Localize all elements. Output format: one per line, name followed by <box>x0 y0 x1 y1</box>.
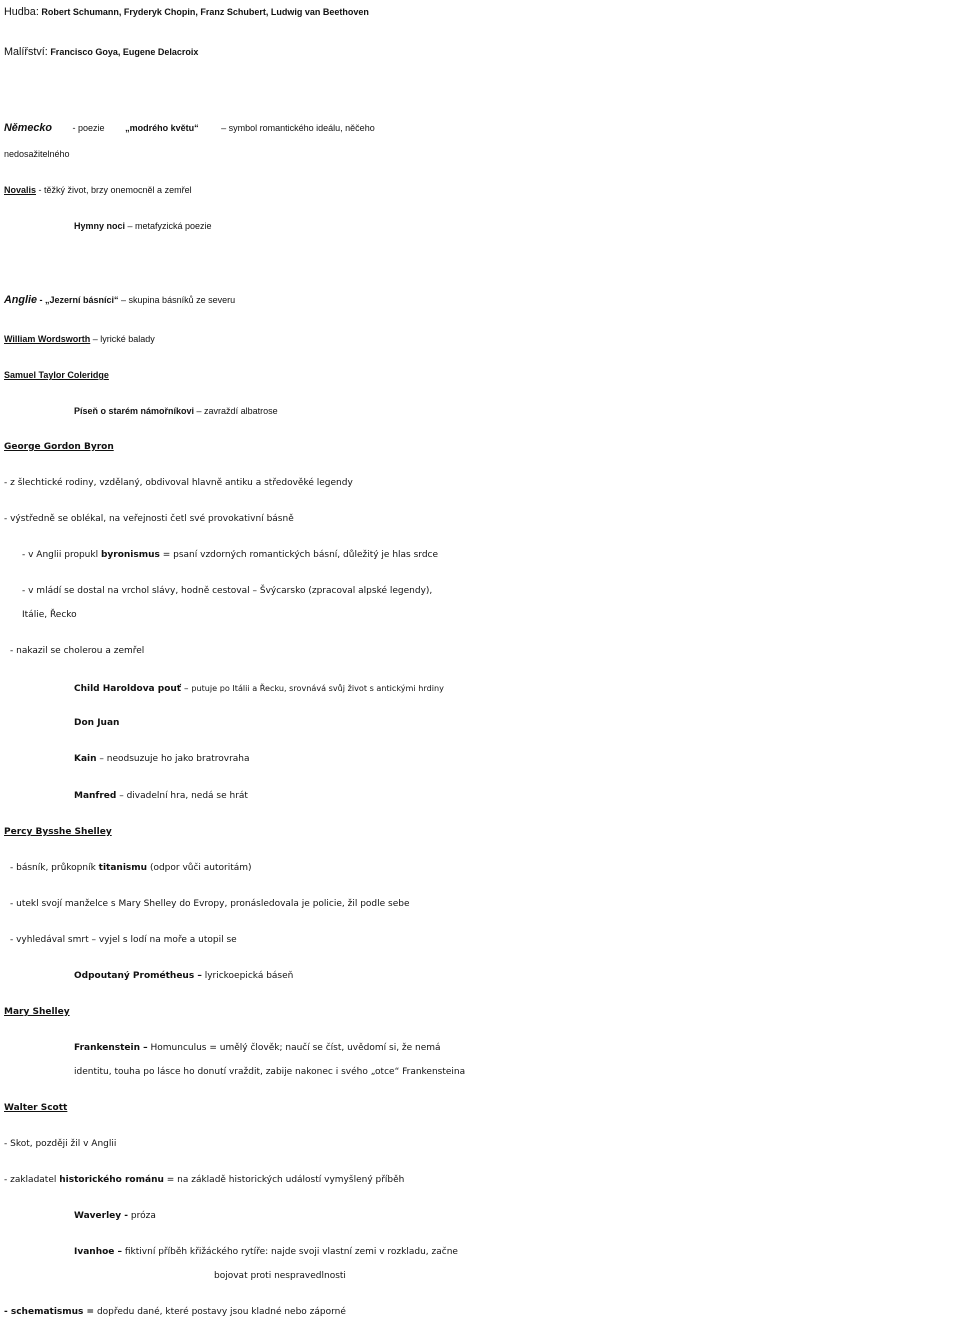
shelley-fact-2-text: - utekl svojí manželce s Mary Shelley do Evropy, pronásledovala je policie, žil podle sebe <box>10 899 410 909</box>
author-percy-shelley: Percy Bysshe Shelley <box>4 827 112 837</box>
work-mariner: Píseň o starém námořníkovi <box>74 406 195 416</box>
ivanhoe-desc-cont: bojovat proti nespravedlnosti <box>214 1271 346 1281</box>
scott-fact-1-text: - Skot, později žil v Anglii <box>4 1139 117 1149</box>
england-heading: Anglie <box>4 294 37 306</box>
waverley-line <box>74 1204 956 1228</box>
novalis-line <box>4 178 956 202</box>
don-juan-line <box>74 711 956 735</box>
music-line <box>4 0 956 24</box>
work-hymny-noci: Hymny noci <box>74 221 126 231</box>
byron-fact-1-text: - z šlechtické rodiny, vzdělaný, obdivoval hlavně antiku a středověké legendy <box>4 478 353 488</box>
england-line <box>4 288 956 312</box>
blue-flower-term: „modrého květu“ <box>125 123 199 133</box>
manfred-desc: – divadelní hra, nedá se hrát <box>116 791 248 801</box>
frankenstein-desc-cont: identitu, touha po lásce ho donutí vraždit, zabije nakonec i svého „otce“ Frankensteina <box>74 1067 466 1077</box>
germany-desc-cont: nedosažitelného <box>4 149 70 159</box>
byron-fact-2 <box>4 507 956 531</box>
coleridge-line <box>4 363 956 387</box>
term-byronismus: byronismus <box>100 550 160 560</box>
author-walter-scott: Walter Scott <box>4 1103 68 1113</box>
blue-flower-desc: – symbol romantického ideálu, něčeho <box>221 123 375 133</box>
shelley-fact-1 <box>10 856 956 880</box>
harold-dash: – <box>181 684 192 694</box>
work-don-juan: Don Juan <box>74 718 120 728</box>
byron-fact-3 <box>22 543 956 567</box>
shelley-line <box>4 820 956 844</box>
harold-desc: putuje po Itálii a Řecku, srovnává svůj život s antickými hrdiny <box>191 683 444 693</box>
mary-shelley-line <box>4 1000 956 1024</box>
waverley-desc: próza <box>128 1211 156 1221</box>
term-schematismus: - schematismus = <box>4 1307 95 1317</box>
work-manfred: Manfred <box>74 791 117 801</box>
byron-fact-4-cont-text: Itálie, Řecko <box>22 610 77 620</box>
historical-novel-desc: = na základě historických událostí vymyšlený příběh <box>163 1175 405 1185</box>
prometheus-desc: lyrickoepická báseň <box>201 971 294 981</box>
music-label: Hudba: <box>4 6 39 18</box>
byron-fact-4-cont <box>22 603 956 627</box>
work-waverley: Waverley - <box>74 1211 129 1221</box>
term-titanismus: titanismu <box>98 863 148 873</box>
work-prometheus: Odpoutaný Prométheus – <box>74 971 202 981</box>
shelley-fact-3 <box>10 928 956 952</box>
ivanhoe-line <box>74 1240 956 1264</box>
mariner-line <box>74 399 956 423</box>
scott-line <box>4 1096 956 1120</box>
germany-poetry: - poezie <box>72 123 105 133</box>
germany-line <box>4 116 956 140</box>
work-ivanhoe: Ivanhoe – <box>74 1247 123 1257</box>
lake-poets-term: - „Jezerní básníci“ <box>37 295 119 305</box>
byron-fact-3-text: - v Anglii propukl <box>22 550 101 560</box>
shelley-fact-1-text: - básník, průkopník <box>10 863 99 873</box>
frankenstein-line-cont <box>74 1060 956 1084</box>
work-harold: Child Haroldova pouť <box>74 684 182 694</box>
germany-line-cont <box>4 142 956 166</box>
hymny-desc: – metafyzická poezie <box>125 221 212 231</box>
frankenstein-line <box>74 1036 956 1060</box>
music-composers: Robert Schumann, Fryderyk Chopin, Franz Schubert, Ludwig van Beethoven <box>41 7 369 17</box>
author-novalis: Novalis <box>4 185 37 195</box>
painting-artists: Francisco Goya, Eugene Delacroix <box>50 47 199 57</box>
painting-label: Malířství: <box>4 46 48 58</box>
work-frankenstein: Frankenstein – <box>74 1043 148 1053</box>
byron-fact-4 <box>22 579 956 603</box>
term-historical-novel: historického románu <box>59 1175 164 1185</box>
byron-fact-5 <box>10 639 956 663</box>
lake-poets-desc: – skupina básníků ze severu <box>118 295 236 305</box>
scott-fact-2-text: - zakladatel <box>4 1175 60 1185</box>
author-mary-shelley: Mary Shelley <box>4 1007 70 1017</box>
byron-fact-4-text: - v mládí se dostal na vrchol slávy, hodně cestoval – Švýcarsko (zpracoval alpské legendy), <box>22 586 433 596</box>
byron-line <box>4 435 956 459</box>
schematismus-desc: dopředu dané, které postavy jsou kladné nebo záporné <box>94 1307 346 1317</box>
kain-desc: – neodsuzuje ho jako bratrovraha <box>96 754 250 764</box>
ivanhoe-line-cont <box>214 1264 956 1288</box>
germany-heading: Německo <box>4 122 53 134</box>
harold-line <box>74 676 956 701</box>
byron-fact-1 <box>4 471 956 495</box>
wordsworth-desc: – lyrické balady <box>90 334 155 344</box>
titanismus-desc: (odpor vůči autoritám) <box>147 863 252 873</box>
shelley-fact-3-text: - vyhledával smrt – vyjel s lodí na moře a utopil se <box>10 935 237 945</box>
manfred-line <box>74 784 956 808</box>
schematismus-line <box>4 1300 956 1324</box>
mariner-desc: – zavraždí albatrose <box>194 406 278 416</box>
byron-fact-2-text: - výstředně se oblékal, na veřejnosti četl své provokativní básně <box>4 514 294 524</box>
byronismus-desc: = psaní vzdorných romantických básní, důležitý je hlas srdce <box>159 550 439 560</box>
scott-fact-1 <box>4 1132 956 1156</box>
hymny-line <box>74 214 956 238</box>
author-coleridge: Samuel Taylor Coleridge <box>4 370 109 380</box>
prometheus-line <box>74 964 956 988</box>
shelley-fact-2 <box>10 892 956 916</box>
work-kain: Kain <box>74 754 97 764</box>
kain-line <box>74 747 956 771</box>
novalis-desc: - těžký život, brzy onemocněl a zemřel <box>36 185 192 195</box>
byron-fact-5-text: - nakazil se cholerou a zemřel <box>10 646 145 656</box>
ivanhoe-desc: fiktivní příběh křižáckého rytíře: najde svoji vlastní zemi v rozkladu, začne <box>122 1247 458 1257</box>
painting-line <box>4 40 956 64</box>
wordsworth-line <box>4 327 956 351</box>
frankenstein-desc: Homunculus = umělý člověk; naučí se číst, uvědomí si, že nemá <box>147 1043 441 1053</box>
author-byron: George Gordon Byron <box>4 442 114 452</box>
scott-fact-2 <box>4 1168 956 1192</box>
author-wordsworth: William Wordsworth <box>4 334 91 344</box>
